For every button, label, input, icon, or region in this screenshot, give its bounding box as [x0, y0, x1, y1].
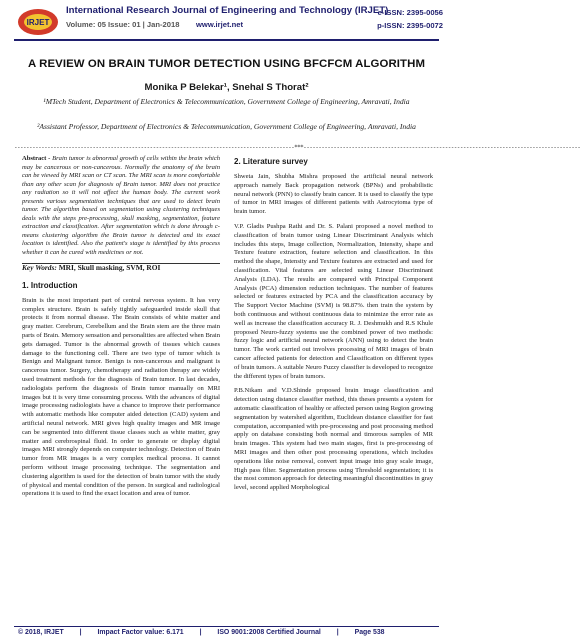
literature-survey-heading: 2. Literature survey	[234, 157, 308, 166]
paper-authors: Monika P Belekar¹, Snehal S Thorat²	[144, 82, 309, 93]
footer-rule	[14, 626, 439, 627]
footer-separator: |	[336, 629, 339, 636]
pissn: p-ISSN: 2395-0072	[377, 21, 443, 30]
affiliation-2: ²Assistant Professor, Department of Electronics & Telecommunication, Government College of Engineering, Amravati, India	[37, 122, 416, 131]
journal-website-link[interactable]: www.irjet.net	[196, 20, 243, 29]
keywords-label: Key Words:	[22, 263, 57, 272]
journal-title: International Research Journal of Engineering and Technology (IRJET)	[66, 5, 389, 16]
eissn: e-ISSN: 2395-0056	[377, 8, 443, 17]
literature-paragraph-3: P.B.Nikam and V.D.Shinde proposed brain image classification and detection using distance classifier method, this theses presents a system for automatic classification of healthy or affected person using Region growing segmentation by watershed algorithm, Euclidean distance classifier for fast computation, accompanied with pre-processing and post processing method apply on database consisting both normal and timorous samples of MR brain images. This system had two main stages, first is pre-processing of MRI images and then other post processing operations, which includes operations like noise removal, convert input image into gray scale image, High pass filter. Segmentation process using Threshold segmentation; it is the most common approach for detecting meaningful discontinuities in gray level, second applied Morphological	[234, 387, 433, 492]
abstract	[22, 155, 220, 257]
footer-iso: ISO 9001:2008 Certified Journal	[217, 629, 321, 636]
abstract-label: Abstract -	[22, 155, 51, 162]
literature-paragraph-1: Shweta Jain, Shubha Mishra proposed the artificial neural network approach namely Back propagation network (BPNs) and probabilistic neural network (PNN) to classify brain cancer. It is used to classify the type of tumor in MRI images of different patients with Astrocytoma type of brain tumor.	[234, 173, 433, 216]
abstract-text: Brain tumor is abnormal growth of cells within the brain which may be cancerous or non-cancerous. Normally the anatomy of the brain can be viewed by MRI scan or CT scan. The MRI scan is more comfortable than any other scan for diagnosis of Brain tumor. MRI does not practice any radiation so it will not affect the human body. The current work presents various segmentation techniques that are used to detect brain tumor. The algorithm based on segmentation using clustering techniques deals with the steps pre-processing, skull masking, segmentation, feature extraction and classification. After segmentation which is done through c-means clustering algorithm the Brain tumor is detected and its exact location is identified. Also the patient's stage is identified by this process whether it can be cured with medicines or not.	[22, 155, 221, 256]
keywords-text: MRI, Skull masking, SVM, ROI	[56, 263, 161, 272]
logo-text: IRJET	[26, 18, 50, 27]
keywords	[22, 264, 220, 273]
header-rule	[14, 39, 439, 41]
right-column	[234, 157, 433, 499]
footer-separator: |	[199, 629, 202, 636]
introduction-heading: 1. Introduction	[22, 280, 78, 290]
footer-copyright: © 2018, IRJET	[18, 629, 64, 636]
introduction-paragraph: Brain is the most important part of central nervous system. It has very complex structure. Brain is safely tightly safeguarded inside skull that protects it from normal disease. The Brain consists of white matter and gray matter. Cerebrum, Cerebellum and the Brain stem are the three main parts of Brain. Memory sensation and personalities are affected when Brain gets damaged. Tumor is the abnormal growth of tissues which causes damage to the functioning cell. There are two type of tumor which is Benign and Malignant tumor. Benign is non-cancerous and malignant is cancerous tumor. Surgery, chemotherapy and radiation therapy are widely used treatment methods for the diagnosis of Brain tumor. In last decades, radiologists perform the diagnosis of Brain tumor manually on MRI images but it is very time consuming process. With the advances of digital image processing radiologists have a chance to improve their performance with automatic methods like computer aided detection (CAD) system and artificial neural network. MRI gives high quality images and MR image can be segmented into different tissue classes such as white matter, gray matter and cerebrospinal fluid. In order to generate or display digital images MRI strongly depends on computer technology. Detection of Brain tumor from MR images is a very complex medical process. It cannot perform without image processing technique. The segmentation and clustering algorithm is used for the detection of brain tumor with the study of physical and mental condition of the person. In surgical and radiological operations it is used to find the exact location and area of tumor.	[22, 296, 220, 498]
journal-volume: Volume: 05 Issue: 01 | Jan-2018	[66, 20, 180, 29]
literature-paragraph-2: V.P. Gladis Pushpa Rathi and Dr. S. Palani proposed a novel method to classification of brain tumor using Linear Discriminant Analysis which includes this steps, Image collection, Normalization, Intensity, shape and Texture feature extraction, feature selection and classification. In this method the shape, Intensity and Texture features are extracted and used for classification. Vital features are selected using Linear Discriminant Analysis (LDA). The results are compared with Principal Component Analysis (PCA) dimension reduction techniques. The number of features selected or features extracted by PCA and the classification accuracy by The Support Vector Machine (SVM) is 98.87%. then train the system by both continuous and without continuous data to minimize the error rate as well as increase the classification accuracy R. J. Deshmukh and R.S Khule proposed Neuro-fuzzy systems use the combined power of two methods: fuzzy logic and artificial neural network (ANN) using to detect the brain tumor. The work carried out involves processing of MRI images of brain cancer affected patients for detection and Classification on different types of brain tumors. A suitable Neuro Fuzzy classifier is developed to recognize the different types of brain tumors.	[234, 222, 433, 380]
page-footer	[18, 629, 438, 636]
footer-impact-factor: Impact Factor value: 6.171	[97, 629, 184, 636]
footer-separator: |	[79, 629, 82, 636]
irjet-logo	[16, 6, 60, 38]
journal-header	[0, 0, 453, 48]
footer-page-number: Page 538	[354, 629, 385, 636]
left-column	[22, 155, 220, 505]
issn-block	[377, 6, 443, 32]
paper-title: A REVIEW ON BRAIN TUMOR DETECTION USING BFCFCM ALGORITHM	[27, 58, 426, 70]
section-separator: ---------------------------------------------------------------------------------------------***--------------------------------------------------------------------------------------------	[14, 144, 580, 151]
affiliation-1: ¹MTech Student, Department of Electronics & Telecommunication, Government College of Engineering, Amravati, India	[43, 97, 410, 106]
